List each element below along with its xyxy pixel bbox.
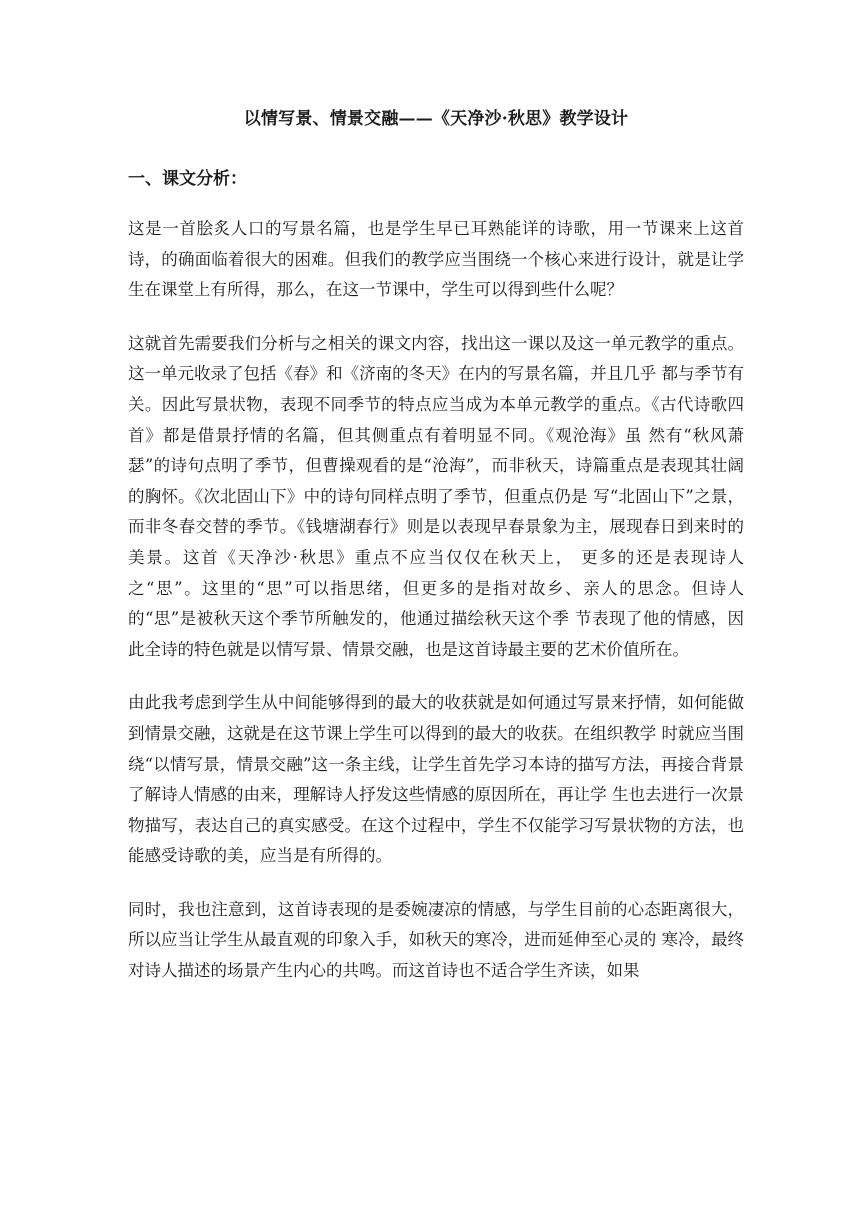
paragraph-4: 同时，我也注意到，这首诗表现的是委婉凄凉的情感，与学生目前的心态距离很大，所以应当让学生从最直观的印象入手，如秋天的寒冷，进而延伸至心灵的 寒冷，最终对诗人描述的场景产生内心的共鸣。而这首诗也不适合学生齐读，如果 (128, 899, 744, 981)
document-page (128, 104, 744, 1010)
document-title: 以情写景、情景交融——《天净沙·秋思》教学设计 (243, 109, 629, 129)
paragraph-2: 这就首先需要我们分析与之相关的课文内容，找出这一课以及这一单元教学的重点。这一单元收录了包括《春》和《济南的冬天》在内的写景名篇，并且几乎 都与季节有关。因此写景状物，表现不同季节的特点应当成为本单元教学的重点。《古代诗歌四首》都是借景抒情的名篇，但其侧重点有着明显不同。《观沧海》虽 然有“秋风萧瑟”的诗句点明了季节，但曹操观看的是“沧海”，而非秋天，诗篇重点是表现其壮阔的胸怀。《次北固山下》中的诗句同样点明了季节，但重点仍是 写“北固山下”之景，而非冬春交替的季节。《钱塘湖春行》则是以表现早春景象为主，展现春日到来时的美景。这首《天净沙·秋思》重点不应当仅仅在秋天上， 更多的还是表现诗人之“思”。这里的“思”可以指思绪，但更多的是指对故乡、亲人的思念。但诗人的“思”是被秋天这个季节所触发的，他通过描绘秋天这个季 节表现了他的情感，因此全诗的特色就是以情写景、情景交融，也是这首诗最主要的艺术价值所在。 (128, 333, 744, 659)
paragraph-1: 这是一首脍炙人口的写景名篇，也是学生早已耳熟能详的诗歌，用一节课来上这首诗，的确面临着很大的困难。但我们的教学应当围绕一个核心来进行设计，就是让学生在课堂上有所得，那么，在这一节课中，学生可以得到些什么呢？ (128, 219, 744, 300)
paragraph-3: 由此我考虑到学生从中间能够得到的最大的收获就是如何通过写景来抒情，如何能做到情景交融，这就是在这节课上学生可以得到的最大的收获。在组织教学 时就应当围绕“以情写景，情景交融”这一条主线，让学生首先学习本诗的描写方法，再接合背景了解诗人情感的由来，理解诗人抒发这些情感的原因所在，再让学 生也去进行一次景物描写，表达自己的真实感受。在这个过程中，学生不仅能学习写景状物的方法，也能感受诗歌的美，应当是有所得的。 (128, 693, 744, 866)
section-heading: 一、课文分析： (128, 169, 247, 189)
